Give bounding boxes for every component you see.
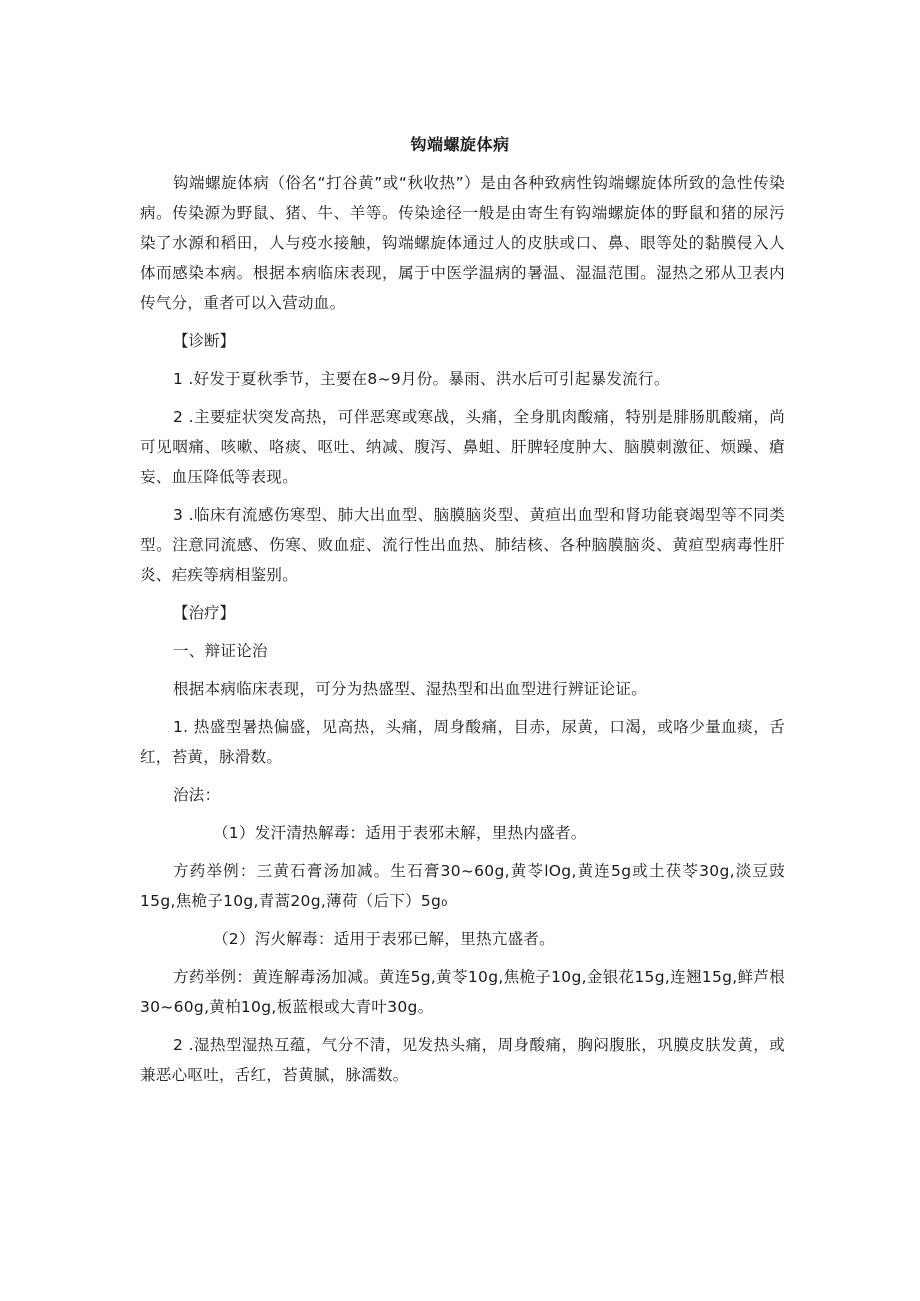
diagnosis-heading: 【诊断】 — [173, 332, 236, 350]
treatment-section-1: 一、辩证论治 — [173, 642, 268, 660]
treatment-classification: 根据本病临床表现，可分为热盛型、湿热型和出血型进行辨证论证。 — [173, 680, 648, 698]
prescription-2: 方药举例：黄连解毒汤加减。黄连5g,黄苓10g,焦桅子10g,金银花15g,连翘15g,鲜芦根30~60g,黄柏10g,板蓝根或大青叶30g。 — [140, 968, 785, 1016]
type-2-damp-heat: 2 .湿热型湿热互蕴，气分不清，见发热头痛，周身酸痛，胸闷腹胀，巩膜皮肤发黄，或兼恶心呕吐，舌红，苔黄腻，脉濡数。 — [140, 1036, 785, 1084]
method-1: （1）发汗清热解毒：适用于表邪未解，里热内盛者。 — [213, 824, 587, 842]
method-2: （2）泻火解毒：适用于表邪已解，里热亢盛者。 — [213, 930, 555, 948]
intro-paragraph: 钩端螺旋体病（俗名“打谷黄”或“秋收热”）是由各种致病性钩端螺旋体所致的急性传染病。传染源为野鼠、猪、牛、羊等。传染途径一般是由寄生有钩端螺旋体的野鼠和猪的尿污染了水源和稻田，人与疫水接触，钩端螺旋体通过人的皮肤或口、鼻、眼等处的黏膜侵入人体而感染本病。根据本病临床表现，属于中医学温病的暑温、湿温范围。湿热之邪从卫表内传气分，重者可以入营动血。 — [140, 174, 785, 312]
prescription-1: 方药举例：三黄石膏汤加减。生石膏30~60g,黄苓lOg,黄连5g或土茯苓30g,淡豆豉15g,焦桅子10g,青蒿20g,薄荷（后下）5g₀ — [140, 862, 785, 910]
treatment-heading: 【治疗】 — [173, 604, 236, 622]
document-body — [140, 168, 785, 1098]
document-title: 钩端螺旋体病 — [410, 135, 510, 154]
diagnosis-item-3: 3 .临床有流感伤寒型、肺大出血型、脑膜脑炎型、黄疸出血型和肾功能衰竭型等不同类型。注意同流感、伤寒、败血症、流行性出血热、肺结核、各种脑膜脑炎、黄疸型病毒性肝炎、疟疾等病相鉴别。 — [140, 506, 785, 584]
diagnosis-item-1: 1 .好发于夏秋季节，主要在8~9月份。暴雨、洪水后可引起暴发流行。 — [173, 370, 670, 388]
diagnosis-item-2: 2 .主要症状突发高热，可伴恶寒或寒战，头痛，全身肌肉酸痛，特别是腓肠肌酸痛，尚可见咽痛、咳嗽、咯痰、呕吐、纳减、腹泻、鼻蛆、肝脾轻度肿大、脑膜刺激征、烦躁、瘡妄、血压降低等表现。 — [140, 408, 785, 486]
method-label: 治法： — [173, 786, 221, 804]
type-1-heat: 1. 热盛型暑热偏盛，见高热，头痛，周身酸痛，目赤，尿黄，口渴，或咯少量血痰，舌红，苔黄，脉滑数。 — [140, 718, 785, 766]
